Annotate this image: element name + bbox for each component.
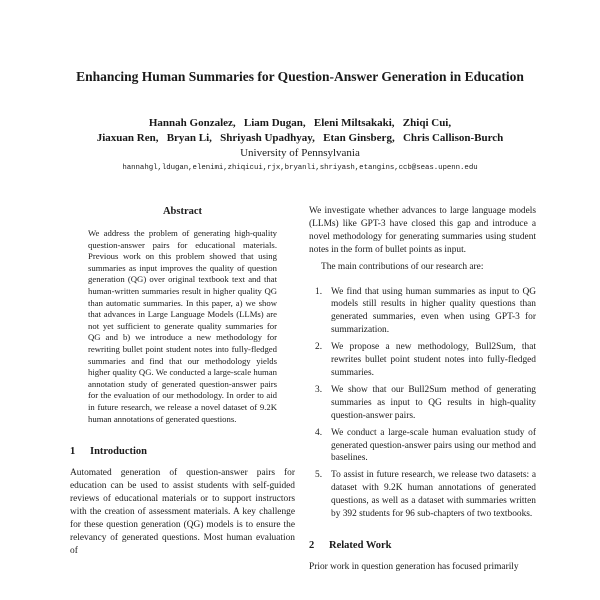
right-column [309, 205, 536, 574]
left-column [70, 205, 295, 557]
list-item-number: 1. [315, 286, 323, 297]
abstract-text: We address the problem of generating high-quality question-answer pairs for educational materials. Previous work on this problem showed that using summaries as input improves the quality of question generation (QG) over original textbook text and that human-written summaries result in higher quality QG than automatic summaries. In this paper, a) we show that advances in Large Language Models (LLMs) are not yet sufficient to generate quality summaries for QG and b) we introduce a new methodology for rewriting bullet point student notes into fully-fledged summaries and find that our methodology yields higher quality QG. We conducted a large-scale human annotation study of generated question-answer pairs for the evaluation of our methodology. In order to aid in future research, we release a novel dataset of 9.2K human annotations of generated questions. [88, 228, 277, 424]
contributions-lead: The main contributions of our research are: [321, 261, 484, 272]
introduction-title: Introduction [90, 446, 147, 458]
list-item [309, 427, 536, 466]
list-item-number: 5. [315, 470, 323, 481]
list-item-number: 3. [315, 384, 323, 395]
author-line-2: Jiaxuan Ren, Bryan Li, Shriyash Upadhyay, Etan Ginsberg, Chris Callison-Burch [96, 132, 504, 144]
list-item-text: To assist in future research, we release two datasets: a dataset with 9.2K human annotations of generated questions, as well as a dataset with summaries written by 392 students for 96 sub-chapters of two textbooks. [331, 470, 536, 520]
contributions-list [309, 286, 536, 521]
list-item-text: We propose a new methodology, Bull2Sum, that rewrites bullet point student notes into fully-fledged summaries. [331, 342, 536, 378]
affiliation: University of Pennsylvania [240, 147, 360, 159]
list-item-number: 2. [315, 342, 323, 353]
related-work-heading [309, 539, 536, 553]
list-item-text: We find that using human summaries as input to QG models still results in higher quality questions than generated summaries, even when using GPT-3 for summarization. [331, 286, 536, 336]
list-item-number: 4. [315, 427, 323, 438]
related-work-title: Related Work [329, 539, 392, 551]
list-item [309, 469, 536, 521]
list-item-text: We show that our Bull2Sum method of generating summaries as input to QG results in high-quality question-answer pairs. [331, 384, 536, 421]
author-list [40, 116, 560, 146]
list-item [309, 286, 536, 338]
related-work-number: 2 [309, 539, 315, 551]
intro-continued-text: We investigate whether advances to large language models (LLMs) like GPT-3 have closed this gap and introduce a novel methodology for generating summaries using student notes in the form of bullet points as input. [309, 206, 536, 255]
introduction-number: 1 [70, 446, 76, 458]
author-line-1: Hannah Gonzalez, Liam Dugan, Eleni Miltsakaki, Zhiqi Cui, [148, 117, 452, 129]
list-item-text: We conduct a large-scale human evaluation study of generated question-answer pairs using our method and baselines. [331, 427, 536, 464]
introduction-text: Automated generation of question-answer pairs for education can be used to assist students with self-guided reviews of educational materials or to support instructors with the creation of assessment materials. A key challenge for these question generation (QG) models is to ensure the relevancy of generated questions. Most human evaluation of [70, 468, 295, 556]
list-item [309, 341, 536, 380]
introduction-heading [70, 445, 295, 459]
author-emails: hannahgl,ldugan,elenimi,zhiqicui,rjx,bryanli,shriyash,etangins,ccb@seas.upenn.edu [122, 164, 478, 172]
list-item [309, 384, 536, 423]
abstract-heading: Abstract [162, 206, 203, 217]
paper-title: Enhancing Human Summaries for Question-Answer Generation in Education [76, 69, 524, 84]
related-work-text: Prior work in question generation has focused primarily [309, 561, 519, 572]
